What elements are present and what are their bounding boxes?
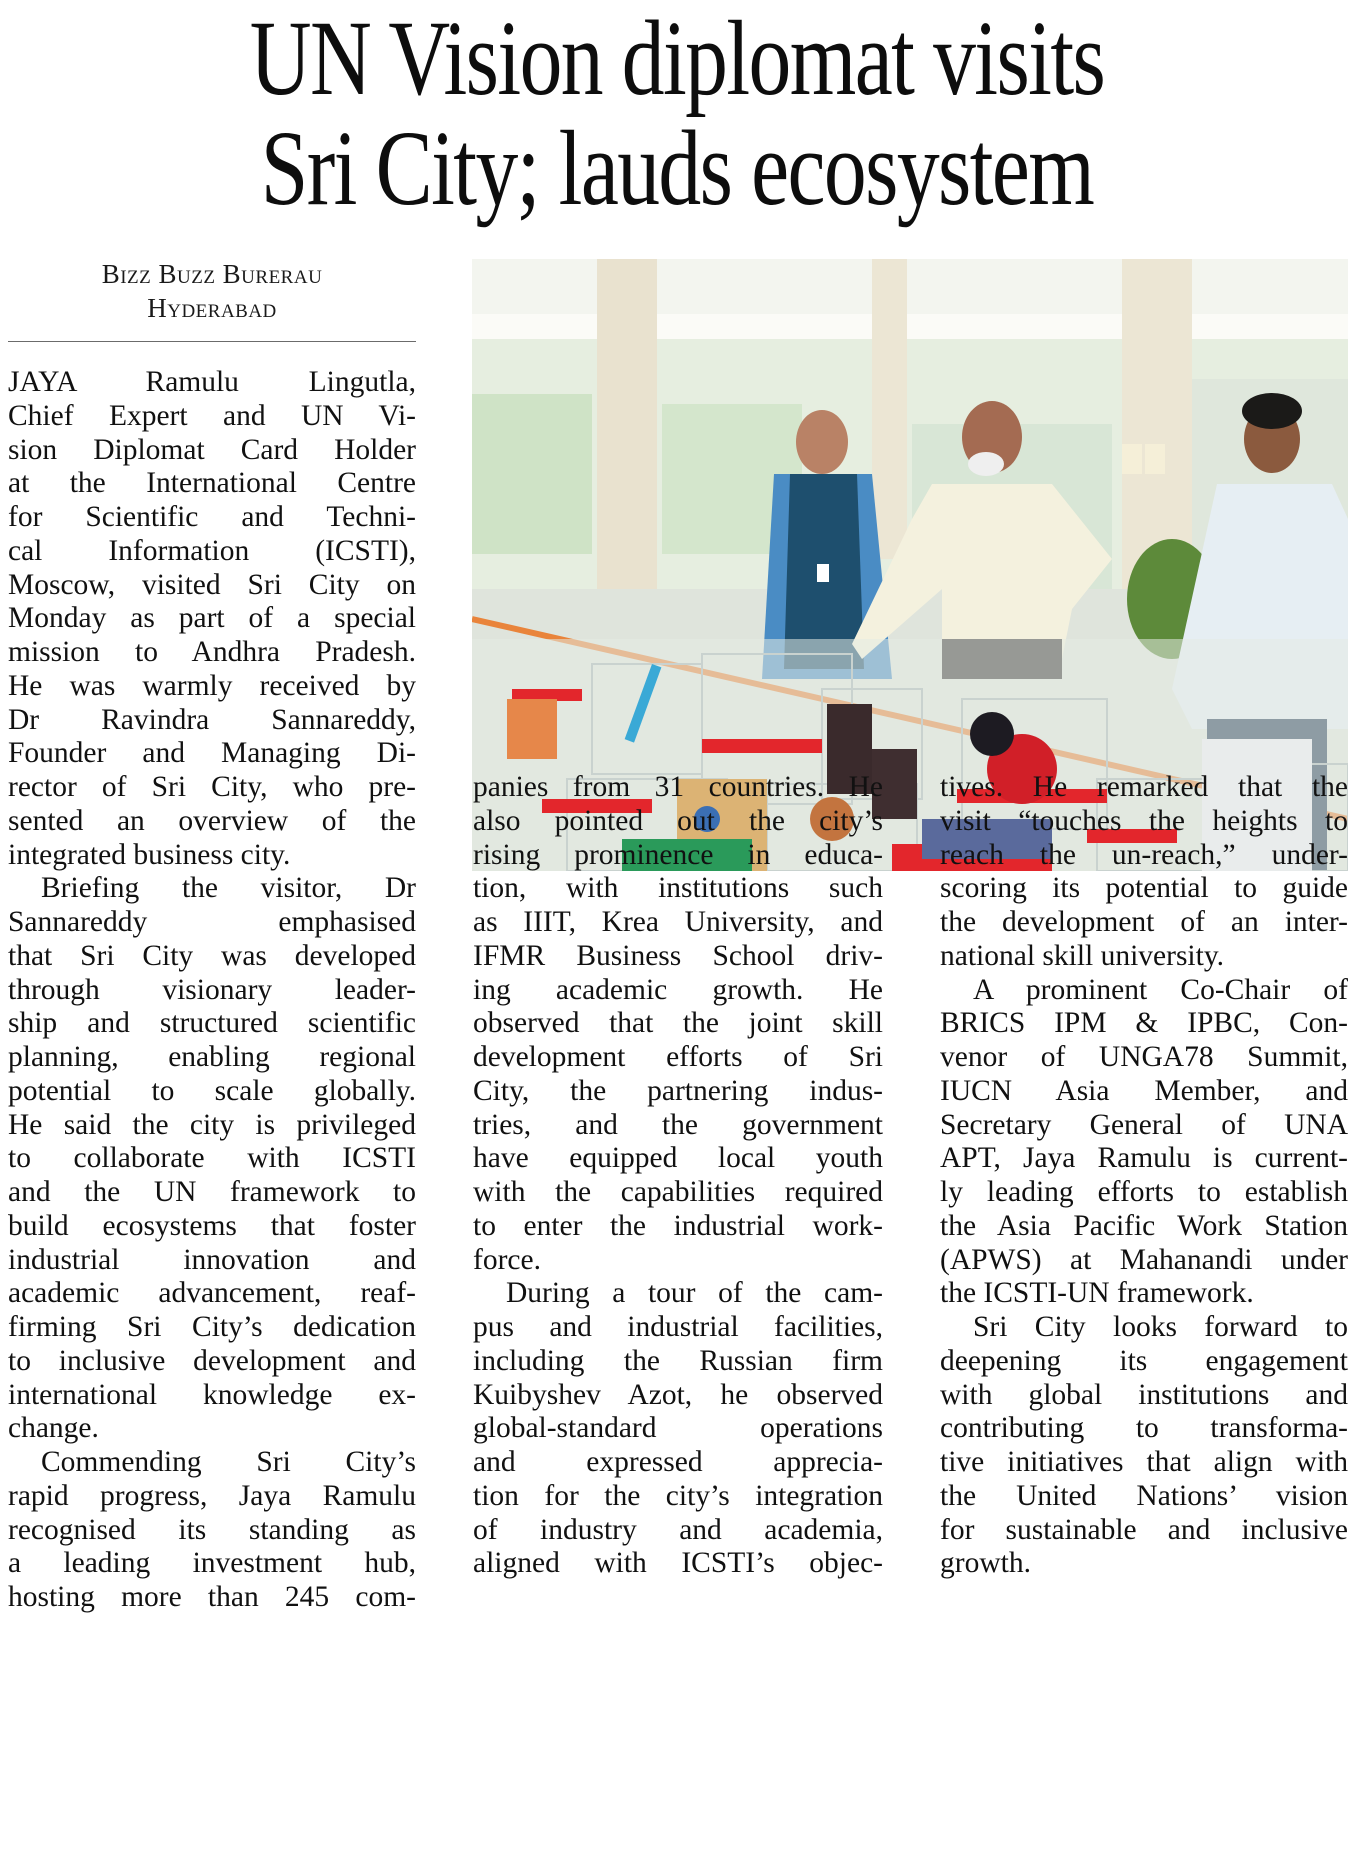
article-line: to collaborate with ICSTI [8, 1142, 416, 1175]
article-line: APT, Jaya Ramulu is current- [940, 1142, 1348, 1175]
article-line: Moscow, visited Sri City on [8, 568, 416, 601]
article-line: City, the partnering indus- [473, 1074, 883, 1107]
article-line: deepening its engagement [940, 1344, 1348, 1377]
article-line: visit “touches the heights to [940, 804, 1348, 837]
article-line: have equipped local youth [473, 1142, 883, 1175]
article-line: including the Russian firm [473, 1344, 883, 1377]
article-line: IFMR Business School driv- [473, 939, 883, 972]
article-line: integrated business city. [8, 838, 291, 871]
article-line: the development of an inter- [940, 906, 1348, 938]
article-line: firming Sri City’s dedication [8, 1311, 416, 1343]
article-line: Briefing the visitor, Dr [41, 872, 416, 905]
article-line: rising prominence in educa- [473, 838, 883, 871]
article-line: through visionary leader- [8, 973, 416, 1006]
article-line: Kuibyshev Azot, he observed [473, 1378, 883, 1411]
article-line: (APWS) at Mahanandi under [940, 1243, 1348, 1276]
article-line: at the International Centre [8, 467, 416, 500]
article-line: scoring its potential to guide [940, 872, 1348, 905]
article-line: Commending Sri City’s [41, 1446, 416, 1478]
article-line: industrial innovation and [8, 1243, 416, 1276]
article-line: also pointed out the city’s [473, 804, 883, 837]
article-line: build ecosystems that foster [8, 1209, 416, 1242]
article-column-2 [473, 771, 883, 1581]
headline-line-1: UN Vision diplomat visits [249, 0, 1105, 118]
article-line: hosting more than 245 com- [8, 1581, 416, 1613]
article-line: rapid progress, Jaya Ramulu [8, 1479, 416, 1512]
article-line: He was warmly received by [8, 669, 416, 702]
article-line: ly leading efforts to establish [940, 1176, 1348, 1208]
article-line: ship and structured scientific [8, 1007, 416, 1040]
article-line: ing academic growth. He [473, 973, 883, 1006]
article-line: and expressed apprecia- [473, 1446, 883, 1478]
article-line: observed that the joint skill [473, 1007, 883, 1040]
article-line: Monday as part of a special [8, 602, 416, 635]
article-line: the United Nations’ vision [940, 1479, 1348, 1512]
article-line: mission to Andhra Pradesh. [8, 636, 416, 668]
article-line: JAYA Ramulu Lingutla, [8, 366, 416, 398]
article-line: for Scientific and Techni- [8, 501, 416, 533]
article-line: with global institutions and [940, 1378, 1348, 1411]
article-column-3 [940, 771, 1348, 1581]
article-line: to enter the industrial work- [473, 1209, 883, 1242]
article-line: contributing to transforma- [940, 1412, 1348, 1445]
article-line: BRICS IPM & IPBC, Con- [940, 1007, 1348, 1040]
article-line: global-standard operations [473, 1412, 883, 1445]
article-line: tries, and the government [473, 1108, 883, 1141]
article-line: planning, enabling regional [8, 1041, 416, 1073]
article-line: international knowledge ex- [8, 1378, 416, 1411]
article-line: rector of Sri City, who pre- [8, 771, 416, 803]
article-line: development efforts of Sri [473, 1041, 883, 1073]
article-line: reach the un-reach,” under- [940, 838, 1348, 871]
article-line: to inclusive development and [8, 1344, 416, 1377]
article-line: for sustainable and inclusive [940, 1513, 1348, 1546]
byline-bureau: Bizz Buzz Burerau [101, 259, 323, 289]
byline-divider [8, 341, 416, 342]
headline-line-2: Sri City; lauds ecosystem [260, 110, 1094, 228]
article-line: tive initiatives that align with [940, 1446, 1348, 1478]
article-line: venor of UNGA78 Summit, [940, 1041, 1348, 1073]
article-line: Dr Ravindra Sannareddy, [8, 703, 416, 736]
article-line: academic advancement, reaf- [8, 1277, 416, 1310]
article-line: cal Information (ICSTI), [8, 534, 416, 567]
article-line: He said the city is privileged [8, 1108, 416, 1141]
article-line: tives. He remarked that the [940, 771, 1348, 803]
article-line: pus and industrial facilities, [473, 1311, 883, 1343]
article-line: potential to scale globally. [8, 1074, 416, 1107]
article-line: Secretary General of UNA [940, 1108, 1348, 1141]
article-column-1 [8, 366, 416, 1615]
article-line: change. [8, 1412, 99, 1445]
article-line: aligned with ICSTI’s objec- [473, 1547, 883, 1580]
article-line: force. [473, 1243, 541, 1276]
byline-location: Hyderabad [147, 293, 277, 323]
article-line: During a tour of the cam- [506, 1277, 883, 1310]
article-line: sented an overview of the [8, 804, 416, 837]
article-line: growth. [940, 1547, 1031, 1580]
article-line: panies from 31 countries. He [473, 771, 883, 803]
article-line: recognised its standing as [8, 1513, 416, 1546]
article-line: Chief Expert and UN Vi- [8, 399, 416, 432]
article-line: and the UN framework to [8, 1176, 416, 1208]
article-line: a leading investment hub, [8, 1547, 416, 1580]
article-line: Founder and Managing Di- [8, 737, 416, 770]
article-line: with the capabilities required [473, 1176, 883, 1208]
article-line: IUCN Asia Member, and [940, 1074, 1348, 1107]
headline [135, 0, 1218, 228]
article-line: the Asia Pacific Work Station [940, 1209, 1348, 1242]
article-line: tion for the city’s integration [473, 1479, 883, 1512]
article-line: sion Diplomat Card Holder [8, 433, 416, 466]
article-line: as IIIT, Krea University, and [473, 906, 883, 938]
article-line: national skill university. [940, 939, 1225, 972]
article-line: Sannareddy emphasised [8, 906, 416, 938]
article-line: of industry and academia, [473, 1513, 883, 1546]
article-line: the ICSTI-UN framework. [940, 1277, 1254, 1310]
article-line: A prominent Co-Chair of [973, 973, 1348, 1006]
article-line: that Sri City was developed [8, 939, 416, 972]
article-line: tion, with institutions such [473, 872, 883, 905]
byline [8, 257, 416, 325]
article-line: Sri City looks forward to [973, 1311, 1348, 1343]
